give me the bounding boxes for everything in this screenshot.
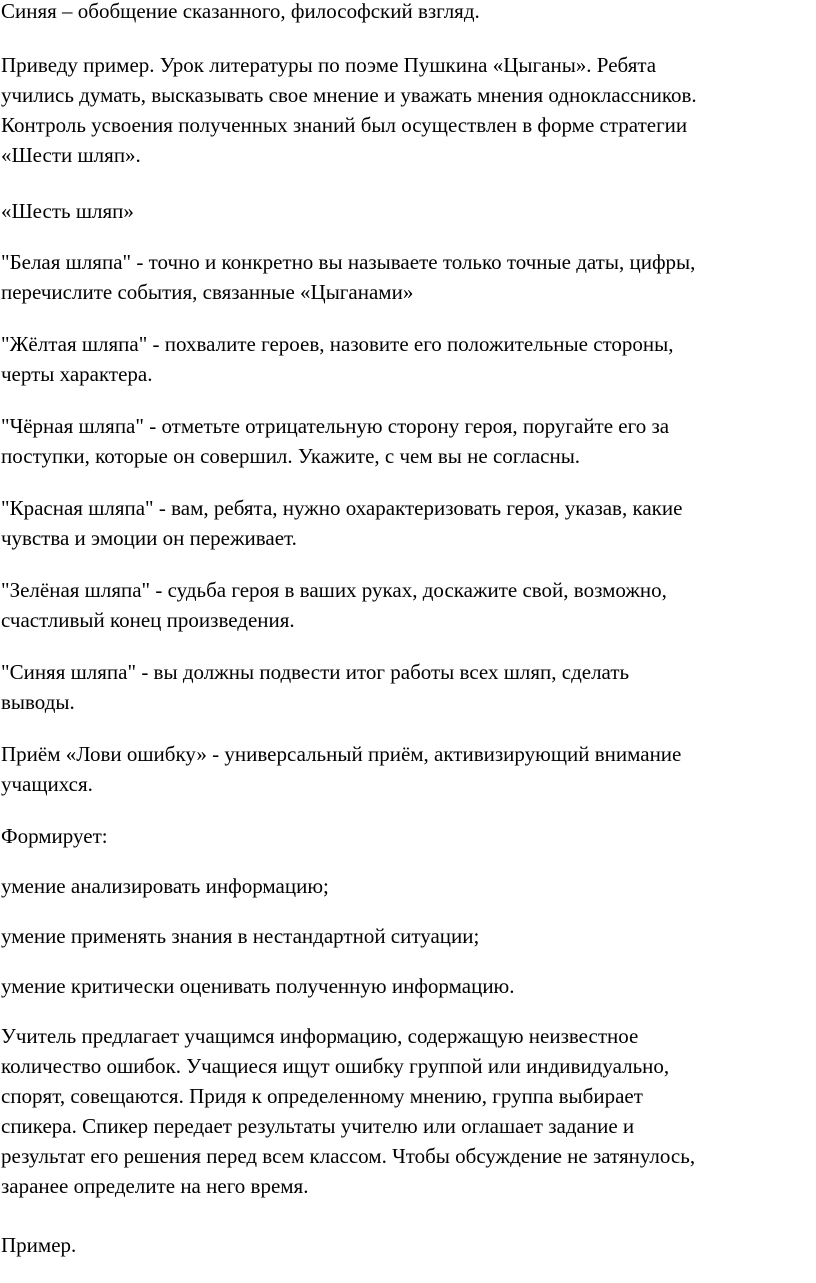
paragraph-teacher-process: Учитель предлагает учащимся информацию, содержащую неизвестное количество ошибок. Учащиеся ищут ошибку группой или индивидуально, спорят, совещаются. Придя к определенному мнению, группа выбирает спикера. Спикер передает результаты учителю или оглашает задание и результат его решения перед всем классом. Чтобы обсуждение не затянулось, заранее определите на него время. [1, 1024, 696, 1198]
list-item-critical-evaluation: умение критически оценивать полученную информацию. [1, 974, 515, 998]
paragraph-yellow-hat: "Жёлтая шляпа" - похвалите героев, назовите его положительные стороны, черты характера. [1, 332, 674, 386]
paragraph-example-label: Пример. [1, 1233, 77, 1257]
paragraph-six-hats-title: «Шесть шляп» [1, 199, 134, 223]
paragraph-black-hat: "Чёрная шляпа" - отметьте отрицательную сторону героя, поругайте его за поступки, которые он совершил. Укажите, с чем вы не согласны. [1, 414, 670, 468]
list-item-apply-knowledge: умение применять знания в нестандартной ситуации; [1, 924, 480, 948]
paragraph-green-hat: "Зелёная шляпа" - судьба героя в ваших руках, доскажите свой, возможно, счастливый конец произведения. [1, 578, 667, 632]
paragraph-catch-error-technique: Приём «Лови ошибку» - универсальный приём, активизирующий внимание учащихся. [1, 742, 682, 796]
list-item-analyze-information: умение анализировать информацию; [1, 874, 329, 898]
paragraph-blue-hat: "Синяя шляпа" - вы должны подвести итог работы всех шляп, сделать выводы. [1, 660, 630, 714]
paragraph-white-hat: "Белая шляпа" - точно и конкретно вы называете только точные даты, цифры, перечислите события, связанные «Цыганами» [1, 250, 696, 304]
paragraph-example-intro: Приведу пример. Урок литературы по поэме Пушкина «Цыганы». Ребята учились думать, высказывать свое мнение и уважать мнения одноклассников. Контроль усвоения полученных знаний был осуществлен в форме стратегии «Шести шляп». [1, 53, 697, 167]
paragraph-blue-hat-summary: Синяя – обобщение сказанного, философский взгляд. [1, 0, 480, 23]
paragraph-forms: Формирует: [1, 824, 108, 848]
paragraph-red-hat: "Красная шляпа" - вам, ребята, нужно охарактеризовать героя, указав, какие чувства и эмоции он переживает. [1, 496, 683, 550]
